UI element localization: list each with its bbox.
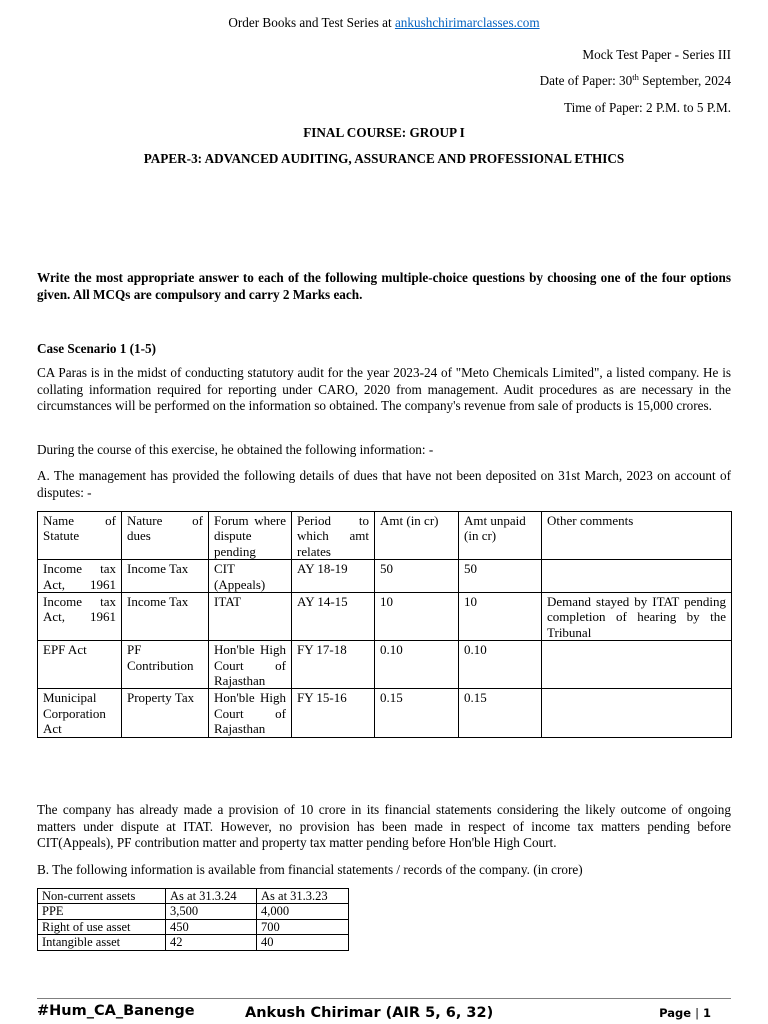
paper-title: PAPER-3: ADVANCED AUDITING, ASSURANCE AND PROFESSIONAL ETHICS [143, 151, 625, 166]
time-of-paper: Time of Paper: 2 P.M. to 5 P.M. [564, 100, 731, 115]
instructions: Write the most appropriate answer to each of the following multiple-choice questions by choosing one of the four options given. All MCQs are compulsory and carry 2 Marks each. [37, 270, 731, 302]
table-cell: Intangible asset [38, 935, 166, 950]
header-cell: Non-current assets [38, 889, 166, 904]
table-row [38, 689, 732, 737]
footer-hashtag: #Hum_CA_Banenge [37, 1003, 195, 1019]
table-cell: Hon'ble High Court of Rajasthan [209, 641, 292, 689]
table-cell [542, 560, 732, 593]
date-of-paper: Date of Paper: 30th September, 2024 [539, 72, 731, 88]
table-cell: ITAT [209, 593, 292, 641]
case-paragraph-3: A. The management has provided the following details of dues that have not been deposited on 31st March, 2023 on account of disputes: - [37, 468, 731, 500]
header-cell: Forum where dispute pending [209, 512, 292, 560]
table-row [38, 593, 732, 641]
table-cell: 3,500 [166, 904, 257, 919]
table-row [38, 935, 349, 950]
order-books-line: Order Books and Test Series at ankushchirimarclasses.com [228, 15, 540, 30]
non-current-assets-table [37, 888, 349, 951]
header-cell: Amt unpaid (in cr) [459, 512, 542, 560]
table-cell: Municipal Corporation Act [38, 689, 122, 737]
table-cell: AY 14-15 [292, 593, 375, 641]
table-cell: 10 [375, 593, 459, 641]
table-cell [542, 689, 732, 737]
table-cell: 40 [257, 935, 349, 950]
table-cell: 700 [257, 919, 349, 934]
table-cell: PF Contribution [122, 641, 209, 689]
header-cell: Other comments [542, 512, 732, 560]
table-cell: FY 15-16 [292, 689, 375, 737]
case-title: Case Scenario 1 (1-5) [37, 341, 157, 356]
case-paragraph-2: During the course of this exercise, he obtained the following information: - [37, 442, 434, 457]
table-cell: Income Tax [122, 593, 209, 641]
table-cell: Income Tax [122, 560, 209, 593]
case-paragraph-1: CA Paras is in the midst of conducting statutory audit for the year 2023-24 of "Meto Chemicals Limited", a listed company. He is collating information required for reporting under CARO, 2020 from management. Audit procedures as are necessary in the circumstances will be performed on the information so obtained. The company's revenue from sale of products is 15,000 crores. [37, 365, 731, 414]
table-cell: 0.10 [459, 641, 542, 689]
table-cell: PPE [38, 904, 166, 919]
table-header-row [38, 889, 349, 904]
page-number: Page | 1 [659, 1006, 711, 1020]
table-cell: Right of use asset [38, 919, 166, 934]
table-cell: 4,000 [257, 904, 349, 919]
table-cell: 0.15 [459, 689, 542, 737]
case-paragraph-4: The company has already made a provision of 10 crore in its financial statements considering the likely outcome of ongoing matters under dispute at ITAT. However, no provision has been made in respect of income tax matters pending before CIT(Appeals), PF contribution matter and property tax matter pending before Hon'ble High Court. [37, 802, 731, 851]
header-cell: As at 31.3.24 [166, 889, 257, 904]
table-row [38, 641, 732, 689]
table-cell: AY 18-19 [292, 560, 375, 593]
table-cell: 10 [459, 593, 542, 641]
series-label: Mock Test Paper - Series III [582, 47, 731, 62]
table-cell: 50 [375, 560, 459, 593]
table-cell: CIT (Appeals) [209, 560, 292, 593]
table-row [38, 919, 349, 934]
header-cell: As at 31.3.23 [257, 889, 349, 904]
table-row [38, 560, 732, 593]
disputed-dues-table [37, 511, 732, 738]
table-cell [542, 641, 732, 689]
footer-author: Ankush Chirimar (AIR 5, 6, 32) [245, 1005, 494, 1021]
header-cell: Amt (in cr) [375, 512, 459, 560]
table-cell: 50 [459, 560, 542, 593]
table-cell: Income tax Act, 1961 [38, 560, 122, 593]
footer-divider [37, 998, 731, 999]
case-paragraph-5: B. The following information is available from financial statements / records of the company. (in crore) [37, 862, 583, 877]
table-cell: 42 [166, 935, 257, 950]
website-link[interactable]: ankushchirimarclasses.com [394, 15, 540, 30]
header-cell: Name of Statute [38, 512, 122, 560]
table-header-row [38, 512, 732, 560]
table-cell: Demand stayed by ITAT pending completion of hearing by the Tribunal [542, 593, 732, 641]
table-cell: EPF Act [38, 641, 122, 689]
table-row [38, 904, 349, 919]
table-cell: FY 17-18 [292, 641, 375, 689]
header-cell: Period to which amt relates [292, 512, 375, 560]
table-cell: Property Tax [122, 689, 209, 737]
course-title: FINAL COURSE: GROUP I [303, 125, 465, 140]
header-cell: Nature of dues [122, 512, 209, 560]
table-cell: Hon'ble High Court of Rajasthan [209, 689, 292, 737]
table-cell: 450 [166, 919, 257, 934]
table-cell: Income tax Act, 1961 [38, 593, 122, 641]
table-cell: 0.10 [375, 641, 459, 689]
table-cell: 0.15 [375, 689, 459, 737]
